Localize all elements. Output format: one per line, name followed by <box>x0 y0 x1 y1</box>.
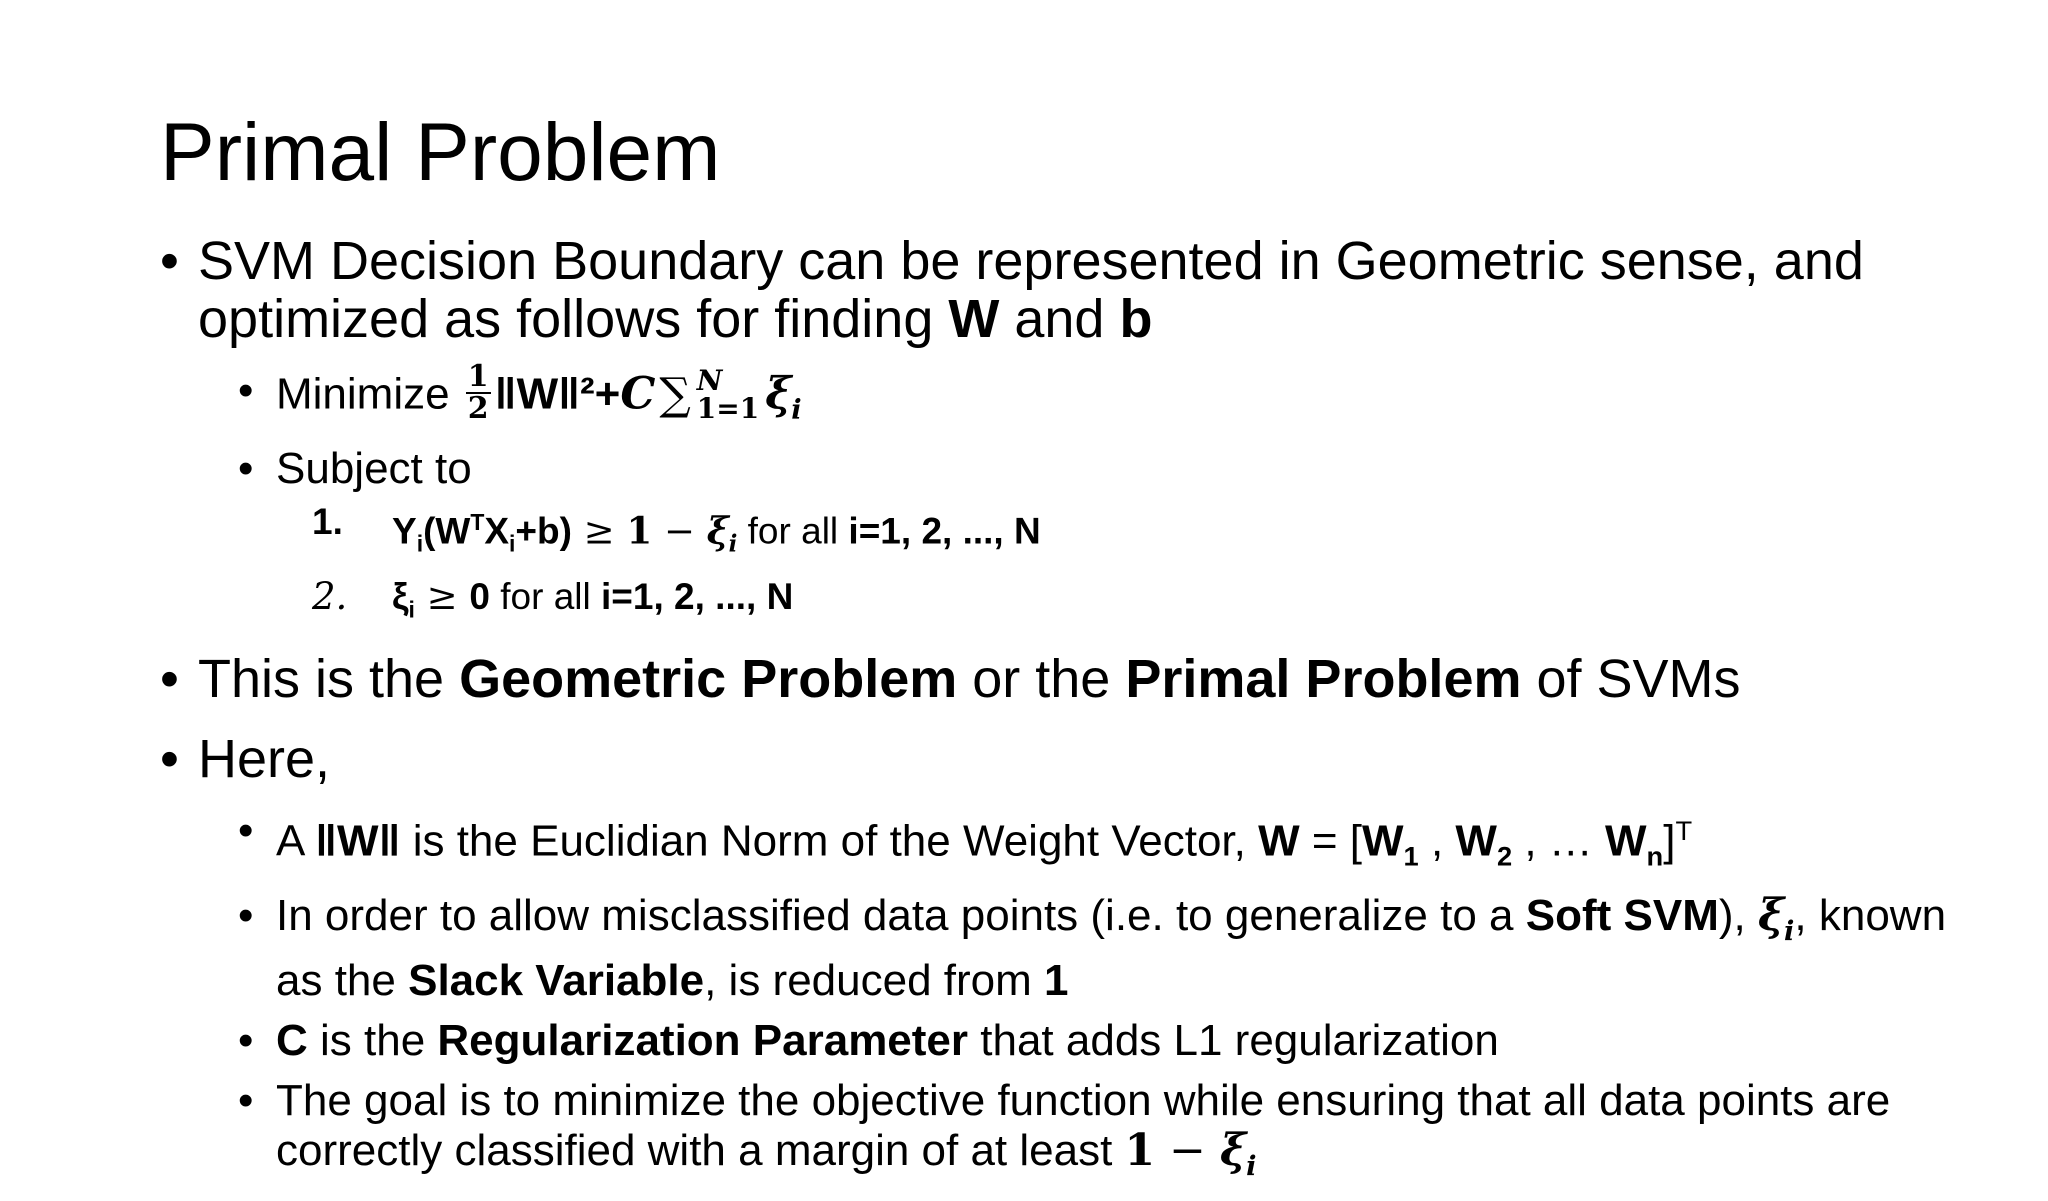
text-mid: ), <box>1718 890 1758 940</box>
bold-primal-problem: Primal Problem <box>1125 648 1522 709</box>
transpose-sup: T <box>470 509 485 536</box>
sum-upper-limit: N <box>696 364 723 397</box>
minus-symbol: − <box>1155 1124 1221 1176</box>
wn: W <box>1605 816 1647 866</box>
y-subscript: i <box>416 531 424 558</box>
one-value: 1 <box>626 508 653 553</box>
minimize-label: Minimize <box>276 369 462 419</box>
sum-symbol: ∑ <box>659 368 691 420</box>
text-pre: In order to allow misclassified data points (i.e. to generalize to a <box>276 890 1526 940</box>
bullet-icon: • <box>238 890 254 940</box>
constraint-2 <box>312 571 1960 635</box>
constraint-1 <box>312 496 1960 571</box>
bullet-regularization <box>238 1016 1960 1066</box>
bullet-subject-to <box>238 444 1960 494</box>
slide-content <box>160 232 1960 1201</box>
xi-subscript: i <box>1246 1149 1257 1182</box>
bold-b: b <box>1119 289 1153 349</box>
constraint-number: 1. <box>312 501 343 543</box>
bullet-text-post: of SVMs <box>1521 648 1741 709</box>
bold-soft-svm: Soft SVM <box>1525 890 1719 940</box>
constant-c: C <box>620 368 656 420</box>
y-var: Y <box>392 510 417 552</box>
fraction-numerator: 1 <box>467 359 489 394</box>
sum-limits <box>696 364 760 425</box>
text-mid: is the Euclidian Norm of the Weight Vector, <box>400 816 1259 866</box>
bullet-icon: • <box>238 1015 254 1065</box>
plus-b: +b) <box>515 510 572 552</box>
bullet-text: This is the <box>198 648 460 709</box>
w1: W <box>1362 816 1404 866</box>
subject-to-label: Subject to <box>276 444 472 494</box>
bullet-svm-boundary <box>160 232 1960 348</box>
for-all-text: for all <box>489 576 602 618</box>
x-var: X <box>484 510 510 552</box>
bullet-icon: • <box>238 366 254 415</box>
text-post: that adds L1 regularization <box>968 1015 1499 1065</box>
text-known-as: known as the <box>276 890 1947 1005</box>
text-eq: = [ <box>1299 816 1363 866</box>
xi-subscript: i <box>791 393 802 426</box>
bold-geometric-problem: Geometric Problem <box>459 648 958 709</box>
bullet-text: Here, <box>198 728 331 789</box>
minus-symbol: − <box>652 509 707 553</box>
bullet-icon: • <box>238 1075 254 1125</box>
zero-value: 0 <box>469 576 490 618</box>
bold-c: C <box>276 1015 308 1065</box>
bullet-goal <box>238 1076 1960 1191</box>
bullet-slack-variable <box>238 891 1960 1006</box>
xi-symbol: ξ <box>765 368 792 420</box>
w-var: (W <box>423 510 471 552</box>
fraction-denominator: 2 <box>467 391 489 426</box>
xi-subscript: i <box>1784 914 1795 947</box>
text-a: A <box>276 816 316 866</box>
sum-lower-limit: 1=1 <box>696 392 760 425</box>
bullet-here <box>160 730 1960 788</box>
bold-one: 1 <box>1044 955 1069 1005</box>
bullet-icon: • <box>160 648 179 709</box>
xi-subscript: i <box>728 531 738 559</box>
xi-symbol: ξ <box>706 508 729 553</box>
index-range: i=1, 2, ..., N <box>848 510 1041 552</box>
constraint-number: 2. <box>312 575 348 619</box>
fraction-one-half <box>466 359 491 426</box>
bullet-minimize <box>238 359 1960 434</box>
close-bracket: ] <box>1663 816 1676 866</box>
geq-symbol: ≥ <box>571 509 627 553</box>
x-subscript: i <box>509 531 516 558</box>
bullet-text-or: or the <box>957 648 1126 709</box>
bullet-geometric-problem <box>160 650 1960 708</box>
w2-sub: 2 <box>1496 839 1513 871</box>
bullet-icon: • <box>160 231 179 291</box>
index-range: i=1, 2, ..., N <box>601 576 794 618</box>
slide-title: Primal Problem <box>160 107 721 198</box>
norm-w: ‖W‖ <box>315 816 401 866</box>
bullet-icon: • <box>160 728 179 789</box>
for-all-text: for all <box>737 510 849 552</box>
bullet-icon: • <box>238 805 254 855</box>
bold-regularization-parameter: Regularization Parameter <box>437 1015 969 1065</box>
wn-sub: n <box>1646 839 1664 871</box>
bullet-euclidian-norm <box>238 806 1960 881</box>
text-is-the: is the <box>307 1015 438 1065</box>
bullet-icon: • <box>238 444 254 494</box>
sep2: , … <box>1512 816 1606 866</box>
bold-one: 1 <box>1124 1124 1156 1176</box>
bold-w: W <box>1258 816 1300 866</box>
xi-symbol: ξ <box>1757 889 1785 941</box>
text-pre: The goal is to minimize the objective function while ensuring that all data points are correctly classified with a margin of at least <box>276 1075 1891 1175</box>
w2: W <box>1455 816 1497 866</box>
xi-symbol: ξ <box>1220 1124 1247 1176</box>
xi-symbol: ξ <box>392 576 409 618</box>
sep1: , <box>1418 816 1456 866</box>
xi-subscript: i <box>408 596 415 623</box>
bullet-text: SVM Decision Boundary can be represented in Geometric sense, and optimized as follows for finding <box>198 231 1864 349</box>
transpose-sup: T <box>1675 814 1693 846</box>
norm-w-squared: ‖W‖²+ <box>494 369 621 419</box>
geq-symbol: ≥ <box>414 575 470 619</box>
bullet-text-and: and <box>999 289 1120 349</box>
w1-sub: 1 <box>1403 839 1419 871</box>
text-reduced-from: , is reduced from <box>704 955 1044 1005</box>
bold-w: W <box>948 289 1000 349</box>
comma: , <box>1794 890 1807 940</box>
bold-slack-variable: Slack Variable <box>408 955 705 1005</box>
